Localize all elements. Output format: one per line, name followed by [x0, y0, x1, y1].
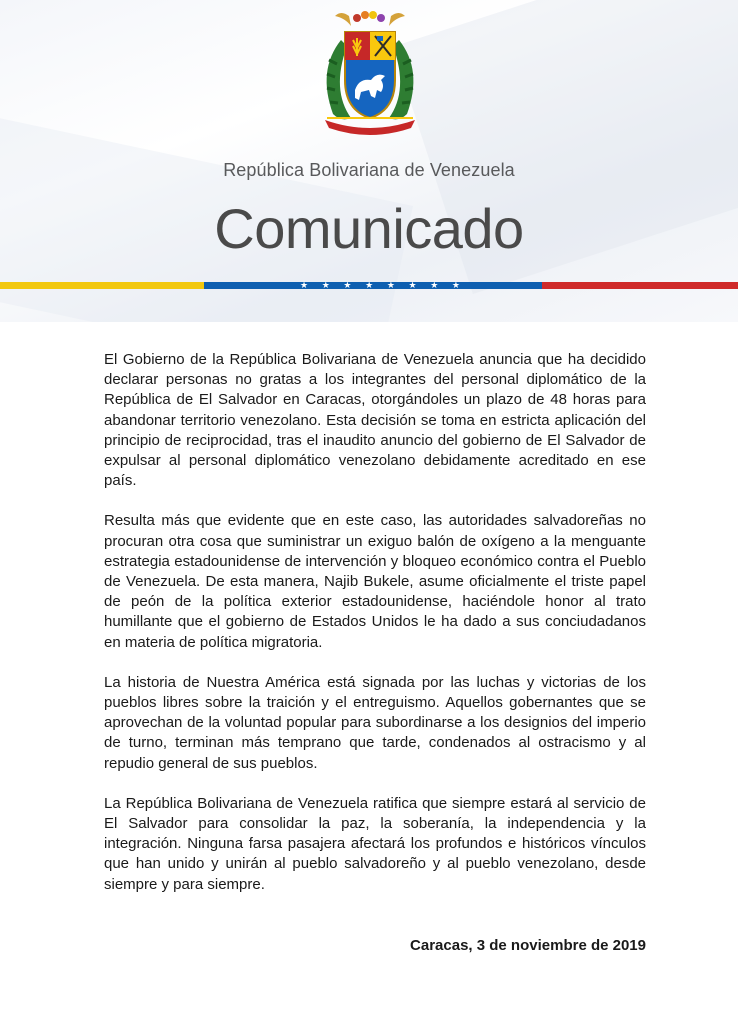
star-icon: ★: [430, 280, 439, 290]
flag-stripe: [0, 282, 738, 289]
flag-red-stripe: [542, 282, 738, 289]
star-icon: ★: [365, 280, 374, 290]
header: [0, 0, 738, 322]
flag-blue-stripe: [204, 282, 542, 289]
star-icon: ★: [300, 280, 309, 290]
paragraph: La República Bolivariana de Venezuela ratifica que siempre estará al servicio de El Salvador para consolidar la paz, la soberanía, la independencia y la integración. Ninguna farsa pasajera afectará los profundos e históricos vínculos que han unido y unirán al pueblo salvadoreño y al pueblo venezolano, desde siempre y para siempre.: [104, 794, 646, 893]
star-icon: ★: [451, 280, 460, 290]
star-icon: ★: [343, 280, 352, 290]
star-icon: ★: [408, 280, 417, 290]
page-title: Comunicado: [214, 197, 524, 260]
communique-body: [104, 350, 646, 915]
flag-yellow-stripe: [0, 282, 204, 289]
venezuela-coat-of-arms-icon: [311, 10, 429, 138]
signature-date: Caracas, 3 de noviembre de 2019: [410, 937, 646, 954]
republic-name: República Bolivariana de Venezuela: [223, 160, 515, 180]
star-icon: ★: [386, 280, 395, 290]
star-icon: ★: [321, 280, 330, 290]
flag-stars: [300, 279, 460, 291]
paragraph: El Gobierno de la República Bolivariana de Venezuela anuncia que ha decidido declarar personas no gratas a los integrantes del personal diplomático de la República de El Salvador en Caracas, otorgándoles un plazo de 48 horas para abandonar territorio venezolano. Esta decisión se toma en estricta aplicación del principio de reciprocidad, tras el inaudito anuncio del gobierno de El Salvador de expulsar al personal diplomático venezolano debidamente acreditado en ese país.: [104, 351, 646, 490]
paragraph: La historia de Nuestra América está signada por las luchas y victorias de los pueblos libres sobre la traición y el entreguismo. Aquellos gobernantes que se aprovechan de la voluntad popular para subordinarse a los designios del imperio de turno, terminan más temprano que tarde, condenados al ostracismo y al repudio general de sus pueblos.: [104, 673, 646, 772]
paragraph: Resulta más que evidente que en este caso, las autoridades salvadoreñas no procuran otra cosa que suministrar un exiguo balón de oxígeno a la menguante estrategia estadounidense de intervención y bloqueo económico contra el Pueblo de Venezuela. De esta manera, Najib Bukele, asume oficialmente el triste papel de peón de la política exterior estadounidense, haciéndole honor al trato humillante que el gobierno de Estados Unidos le ha dado a sus conciudadanos en materia de política migratoria.: [104, 512, 646, 651]
